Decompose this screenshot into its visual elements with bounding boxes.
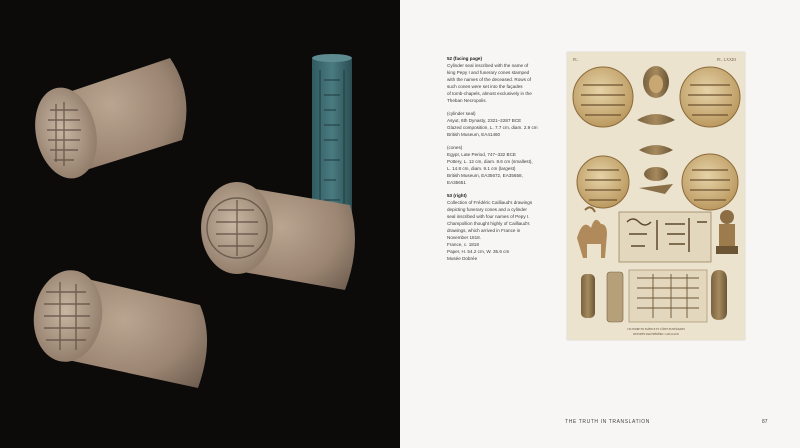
running-head: THE TRUTH IN TRANSLATION [565, 419, 650, 425]
caption-line: Pottery, L. 12 cm, diam. 8.6 cm (smallest), [447, 159, 533, 164]
caption-line: Musée Dobrée [447, 256, 478, 261]
caption-line: king Pepy I and funerary cones stamped [447, 70, 530, 75]
caption-line: with the names of the deceased. Rows of [447, 77, 532, 82]
text-page [400, 0, 800, 448]
caption-line: (cylinder seal) [447, 111, 476, 116]
caption-53-heading: 53 (right) [447, 193, 467, 198]
caption-line: Asyut, 6th Dynasty, 2321–2287 BCE [447, 118, 522, 123]
caption-line: Collection of Frédéric Cailliaud's drawings [447, 200, 533, 205]
caption-line: Egypt, Late Period, 747–332 BCE [447, 152, 516, 157]
caption-53 [447, 192, 555, 262]
caption-line: Theban Necropolis. [447, 98, 487, 103]
caption-line: France, c. 1818 [447, 242, 479, 247]
caption-line: Glazed composition, L. 7.7 cm, diam. 2.9 cm [447, 125, 538, 130]
statuette [716, 210, 738, 254]
plate-caption-2: DESSINÉS PAR FRÉDÉRIC CAILLIAUD [633, 333, 679, 336]
central-objects [637, 66, 675, 194]
caption-line: of tomb-chapels, almost exclusively in the [447, 91, 532, 96]
caption-line: depicting funerary cones and a cylinder [447, 207, 527, 212]
funerary-cone-top [27, 58, 186, 184]
caption-line: EA35651 [447, 180, 466, 185]
caption-line: Paper, H. 54.2 cm, W. 35.6 cm [447, 249, 510, 254]
plate-number: PL. LXXIII [717, 57, 736, 62]
caption-52-heading: 52 (facing page) [447, 56, 482, 61]
caption-line: such cones were set into the façades [447, 84, 523, 89]
caption-line: (cones) [447, 145, 463, 150]
funerary-cone-bottom [28, 266, 207, 388]
caption-52 [447, 55, 555, 104]
caption-line: Cylinder seal inscribed with the name of [447, 63, 529, 68]
caption-column [447, 55, 555, 268]
caption-cones [447, 144, 555, 186]
caption-line: seal inscribed with four names of Pepy I. [447, 214, 530, 219]
plate-illustration [567, 52, 745, 340]
caption-line: Champollion thought highly of Cailliaud's [447, 221, 530, 226]
caption-line: British Museum, EA35672, EA35658, [447, 173, 523, 178]
camel-figurine [577, 207, 607, 258]
caption-line: November 1818. [447, 235, 481, 240]
caption-line: British Museum, EA41460 [447, 132, 501, 137]
caption-cylinder-seal [447, 110, 555, 138]
caption-line: L. 14.8 cm, diam. 9.1 cm (largest) [447, 166, 516, 171]
lower-objects [581, 270, 727, 322]
hieroglyph-panel [619, 212, 711, 262]
plate-caption-1: CYLINDRE EN FAÏENCE ET CÔNES FUNÉRAIRES [626, 328, 686, 331]
svg-text:PL.: PL. [573, 57, 579, 62]
caption-line: drawings, which arrived in France in [447, 228, 521, 233]
page-number: 87 [762, 419, 768, 425]
cailliaud-plate [567, 52, 745, 340]
